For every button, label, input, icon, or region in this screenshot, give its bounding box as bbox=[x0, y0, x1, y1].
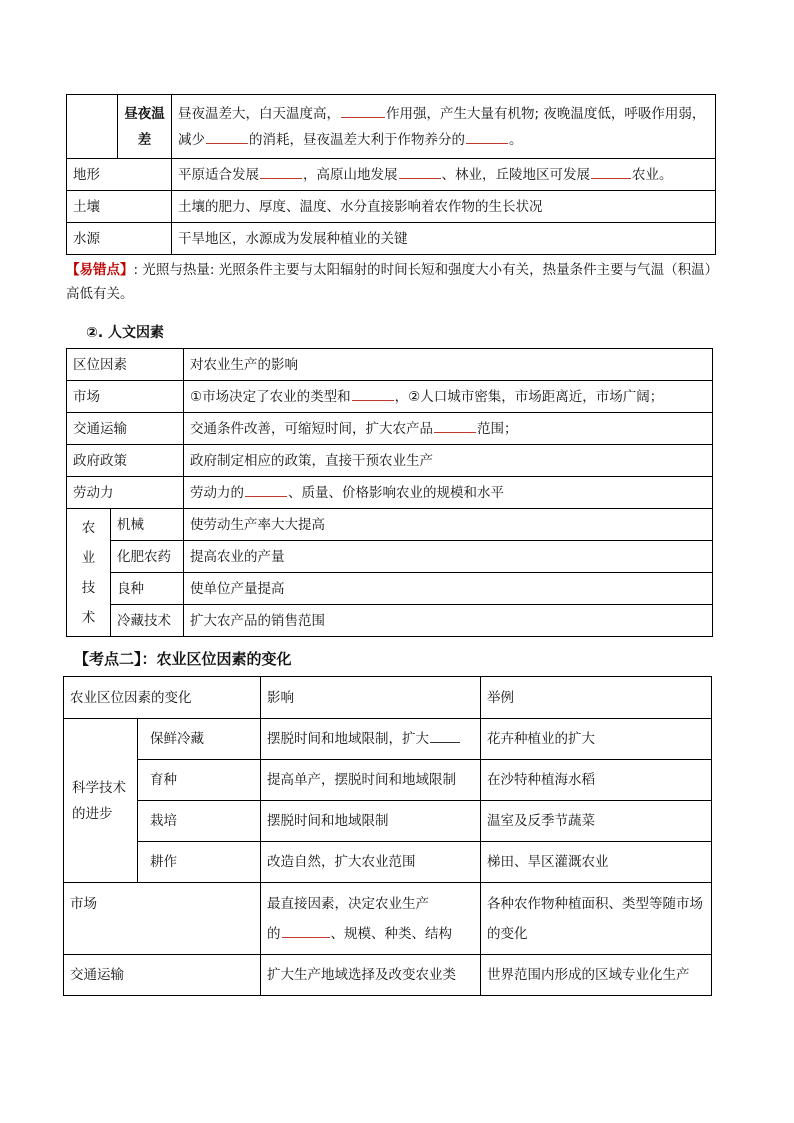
row-label-terrain bbox=[67, 159, 172, 191]
fill-blank[interactable] bbox=[591, 166, 631, 179]
text: 使劳动生产率大大提高 bbox=[190, 516, 325, 533]
market-example-cell bbox=[481, 883, 712, 955]
fill-blank[interactable] bbox=[282, 925, 330, 938]
text: 温室及反季节蔬菜 bbox=[487, 813, 595, 829]
text: 花卉种植业的扩大 bbox=[487, 731, 595, 747]
text: 梯田、旱区灌溉农业 bbox=[487, 854, 609, 870]
sci-impact-cell bbox=[261, 719, 481, 760]
temperature-diff-cell bbox=[172, 95, 716, 159]
sci-example-cell bbox=[481, 801, 712, 842]
market-cell bbox=[184, 381, 713, 413]
fill-blank[interactable] bbox=[260, 166, 302, 179]
row-label-market bbox=[67, 381, 184, 413]
terrain-cell bbox=[172, 159, 716, 191]
sci-impact-cell bbox=[261, 842, 481, 883]
fill-blank[interactable] bbox=[434, 420, 476, 433]
row-label-labor bbox=[67, 477, 184, 509]
sci-example-cell bbox=[481, 760, 712, 801]
label-text: 地形 bbox=[73, 166, 100, 183]
text: 各种农作物种植面积、类型等随市场的变化 bbox=[487, 895, 703, 942]
sci-sub-label bbox=[138, 760, 261, 801]
empty-cell bbox=[67, 95, 118, 159]
water-cell bbox=[172, 223, 716, 255]
row-label-transport bbox=[67, 413, 184, 445]
sci-sub-label bbox=[138, 801, 261, 842]
sci-example-cell bbox=[481, 842, 712, 883]
label-text: 机械 bbox=[117, 516, 144, 533]
header-text: 影响 bbox=[267, 689, 294, 706]
text: 、质量、价格影响农业的规模和水平 bbox=[288, 484, 504, 501]
label-text: 良种 bbox=[117, 580, 144, 597]
text: 政府制定相应的政策，直接干预农业生产 bbox=[190, 452, 433, 469]
label-text: 昼夜温差 bbox=[124, 105, 165, 148]
transport-impact-cell bbox=[261, 955, 481, 996]
label-text: 化肥农药 bbox=[117, 548, 171, 565]
note-tag: 【易错点】 bbox=[66, 262, 134, 278]
text: 的消耗，昼夜温差大利于作物养分的 bbox=[249, 131, 465, 148]
section-tag: 【考点二】 bbox=[74, 650, 142, 668]
natural-factors-table bbox=[66, 94, 716, 255]
header-text: 农业区位因素的变化 bbox=[70, 689, 192, 706]
sci-impact-cell bbox=[261, 760, 481, 801]
text: 、林业，丘陵地区可发展 bbox=[441, 166, 590, 183]
header-impact bbox=[261, 677, 481, 719]
header-example bbox=[481, 677, 712, 719]
text: 世界范围内形成的区域专业化生产 bbox=[487, 967, 690, 983]
text: 的 bbox=[267, 925, 281, 942]
tech-char: 技 bbox=[81, 579, 96, 596]
label-text: 水源 bbox=[73, 230, 100, 247]
tech-cell bbox=[184, 541, 713, 573]
text: 作用强，产生大量有机物; 夜晚温度低，呼吸作用弱， bbox=[386, 105, 706, 122]
tech-sub-label bbox=[111, 509, 184, 541]
tech-cell bbox=[184, 605, 713, 637]
sci-sub-label bbox=[138, 842, 261, 883]
text: 干旱地区，水源成为发展种植业的关键 bbox=[178, 230, 408, 247]
text: ，高原山地发展 bbox=[303, 166, 398, 183]
tech-sub-label bbox=[111, 573, 184, 605]
text: 最直接因素，决定农业生产 bbox=[267, 895, 429, 912]
row-label-temperature-diff bbox=[118, 95, 172, 159]
text: ①市场决定了农业的类型和 bbox=[190, 388, 351, 405]
fill-blank[interactable] bbox=[430, 730, 460, 743]
label-text: 耕作 bbox=[150, 854, 177, 870]
error-prone-note bbox=[66, 258, 726, 306]
row-label-sci-tech bbox=[64, 719, 138, 883]
text: 减少 bbox=[178, 131, 205, 148]
header-factor-change bbox=[64, 677, 261, 719]
human-factors-table bbox=[66, 348, 713, 637]
soil-cell bbox=[172, 191, 716, 223]
text: 摆脱时间和地域限制 bbox=[267, 813, 389, 829]
header-factor bbox=[67, 349, 184, 381]
row-label-market bbox=[64, 883, 261, 955]
tech-char: 农 bbox=[81, 519, 96, 536]
row-label-soil bbox=[67, 191, 172, 223]
text: 土壤的肥力、厚度、温度、水分直接影响着农作物的生长状况 bbox=[178, 198, 543, 215]
text: 摆脱时间和地域限制，扩大 bbox=[267, 731, 429, 747]
label-text: 交通运输 bbox=[70, 967, 124, 983]
sci-example-cell bbox=[481, 719, 712, 760]
label-text: 劳动力 bbox=[73, 484, 114, 501]
text: 在沙特种植海水稻 bbox=[487, 772, 595, 788]
text: 、规模、种类、结构 bbox=[330, 925, 452, 942]
policy-cell bbox=[184, 445, 713, 477]
transport-cell bbox=[184, 413, 713, 445]
header-text: 区位因素 bbox=[73, 356, 127, 373]
row-label-water bbox=[67, 223, 172, 255]
label-text: 育种 bbox=[150, 772, 177, 788]
fill-blank[interactable] bbox=[352, 388, 394, 401]
section-title-human-factors: ②. 人文因素 bbox=[86, 325, 165, 341]
section-title-factor-changes bbox=[74, 648, 292, 669]
row-label-transport bbox=[64, 955, 261, 996]
note-text: : 光照与热量: 光照条件主要与太阳辐射的时间长短和强度大小有关，热量条件主要与气温（积温）高低有关。 bbox=[66, 262, 719, 302]
fill-blank[interactable] bbox=[341, 105, 385, 118]
sci-sub-label bbox=[138, 719, 261, 760]
text: ，②人口城市密集，市场距离近，市场广阔； bbox=[394, 388, 664, 405]
fill-blank[interactable] bbox=[245, 484, 287, 497]
header-text: 举例 bbox=[487, 689, 514, 706]
text: 扩大生产地域选择及改变农业类 bbox=[267, 967, 456, 983]
label-text: 冷藏技术 bbox=[117, 612, 171, 629]
text: 提高农业的产量 bbox=[190, 548, 285, 565]
label-text: 政府政策 bbox=[73, 452, 127, 469]
label-text: 市场 bbox=[70, 896, 97, 912]
text: 使单位产量提高 bbox=[190, 580, 285, 597]
text: 交通条件改善，可缩短时间，扩大农产品 bbox=[190, 420, 433, 437]
label-text: 土壤 bbox=[73, 198, 100, 215]
fill-blank[interactable] bbox=[399, 166, 441, 179]
label-text: 保鲜冷藏 bbox=[150, 731, 204, 747]
text: 改造自然，扩大农业范围 bbox=[267, 854, 416, 870]
fill-blank[interactable] bbox=[206, 131, 248, 144]
tech-sub-label bbox=[111, 541, 184, 573]
text: 农业。 bbox=[632, 166, 673, 183]
section-title-text: ：农业区位因素的变化 bbox=[141, 650, 292, 668]
row-label-policy bbox=[67, 445, 184, 477]
label-text: 市场 bbox=[73, 388, 100, 405]
label-text: 科学技术的进步 bbox=[72, 779, 126, 822]
text: 平原适合发展 bbox=[178, 166, 259, 183]
labor-cell bbox=[184, 477, 713, 509]
tech-char: 业 bbox=[81, 549, 96, 566]
tech-char: 术 bbox=[81, 609, 96, 626]
text: 昼夜温差大，白天温度高， bbox=[178, 105, 340, 122]
market-impact-cell bbox=[261, 883, 481, 955]
transport-example-cell bbox=[481, 955, 712, 996]
tech-sub-label bbox=[111, 605, 184, 637]
label-text: 栽培 bbox=[150, 813, 177, 829]
tech-cell bbox=[184, 509, 713, 541]
tech-cell bbox=[184, 573, 713, 605]
text: 扩大农产品的销售范围 bbox=[190, 612, 325, 629]
text: 。 bbox=[509, 131, 523, 148]
text: 提高单产，摆脱时间和地域限制 bbox=[267, 772, 456, 788]
header-text: 对农业生产的影响 bbox=[190, 356, 298, 373]
fill-blank[interactable] bbox=[466, 131, 508, 144]
text: 范围； bbox=[477, 420, 518, 437]
text: 劳动力的 bbox=[190, 484, 244, 501]
factor-changes-table bbox=[63, 676, 712, 996]
label-text: 交通运输 bbox=[73, 420, 127, 437]
row-label-agri-tech bbox=[67, 509, 111, 637]
sci-impact-cell bbox=[261, 801, 481, 842]
header-impact bbox=[184, 349, 713, 381]
